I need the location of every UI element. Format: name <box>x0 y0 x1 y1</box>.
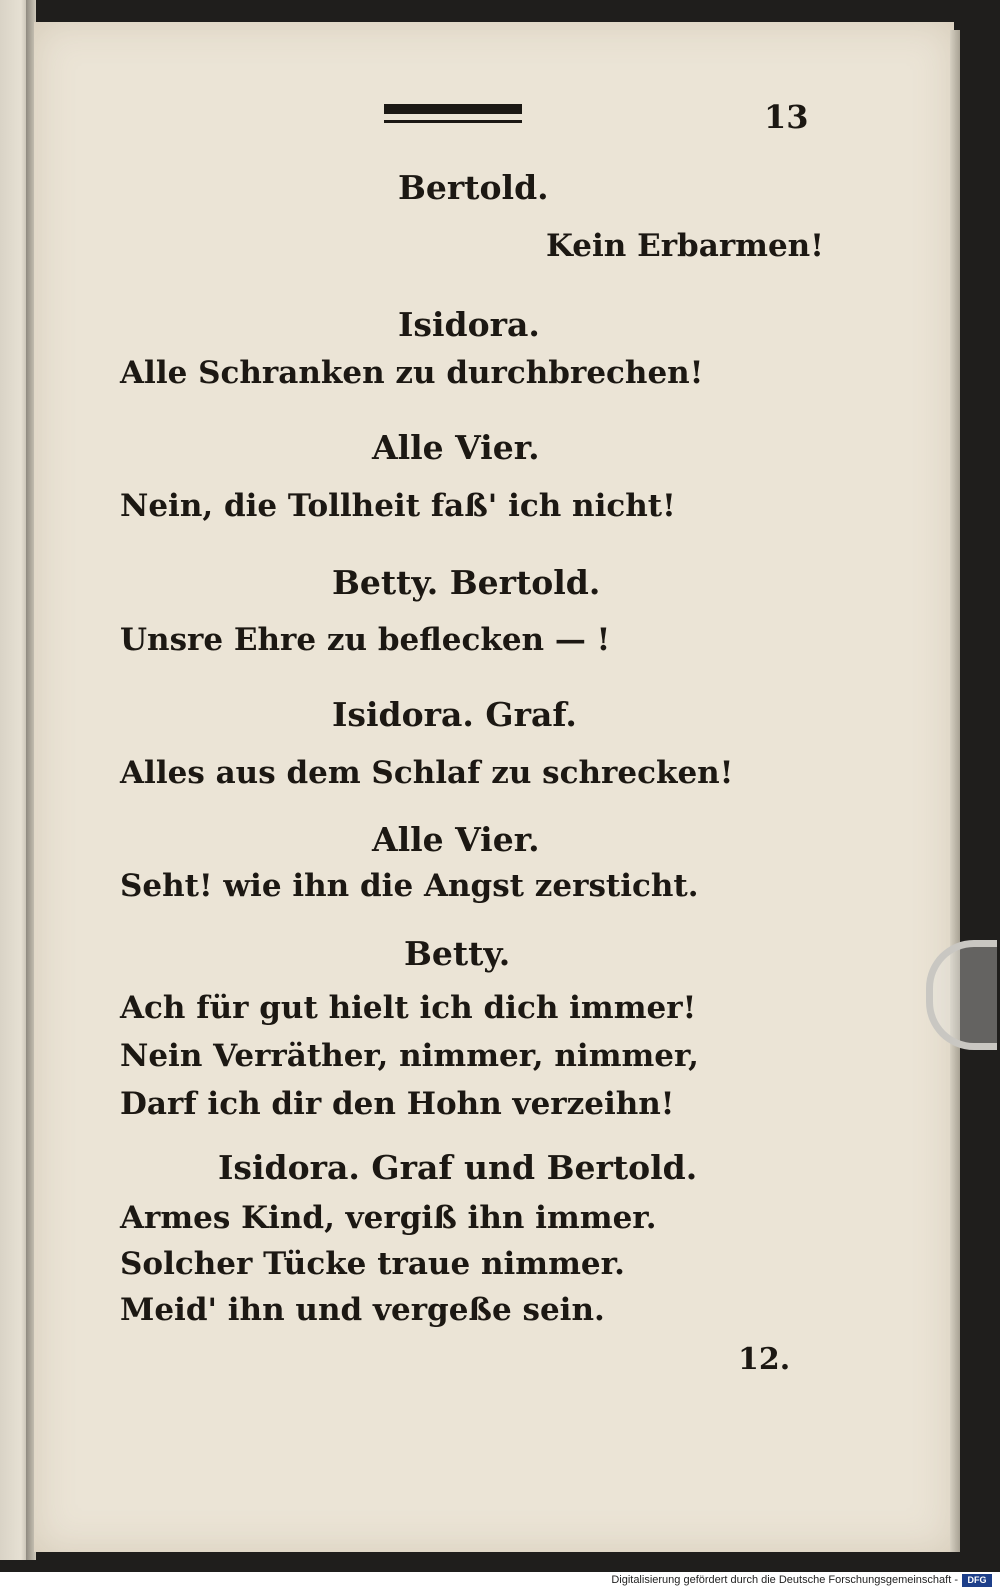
verse-line: Darf ich dir den Hohn verzeihn! <box>120 1086 675 1122</box>
speaker-label: Isidora. Graf und Bertold. <box>218 1148 698 1187</box>
verse-line: Alles aus dem Schlaf zu schrecken! <box>120 755 734 791</box>
footer-credit: Digitalisierung gefördert durch die Deutsche Forschungsgemeinschaft - <box>611 1574 958 1586</box>
verse-line: Ach für gut hielt ich dich immer! <box>120 990 697 1026</box>
verse-line: Kein Erbarmen! <box>546 228 824 264</box>
verse-line: Armes Kind, vergiß ihn immer. <box>120 1200 657 1236</box>
verse-line: Meid' ihn und vergeße sein. <box>120 1292 605 1328</box>
speaker-label: Alle Vier. <box>372 428 540 467</box>
speaker-label: Isidora. Graf. <box>332 695 577 734</box>
speaker-label: Betty. Bertold. <box>332 563 601 602</box>
verse-line: Nein Verräther, nimmer, nimmer, <box>120 1038 699 1074</box>
header-rule <box>384 104 522 114</box>
speaker-label: Betty. <box>404 934 511 973</box>
speaker-label: Bertold. <box>398 168 549 207</box>
dfg-logo: DFG <box>962 1574 992 1587</box>
page-number: 13 <box>764 98 809 136</box>
header-rule-thin <box>384 120 522 123</box>
page-edge <box>950 30 960 1552</box>
speaker-label: Alle Vier. <box>372 820 540 859</box>
speaker-label: Isidora. <box>398 305 540 344</box>
verse-line: Nein, die Tollheit faß' ich nicht! <box>120 488 676 524</box>
signature-mark: 12. <box>738 1342 791 1377</box>
verse-line: Alle Schranken zu durchbrechen! <box>120 355 704 391</box>
verse-line: Unsre Ehre zu beflecken — ! <box>120 622 611 658</box>
verse-line: Seht! wie ihn die Angst zersticht. <box>120 868 699 904</box>
verse-line: Solcher Tücke traue nimmer. <box>120 1246 625 1282</box>
